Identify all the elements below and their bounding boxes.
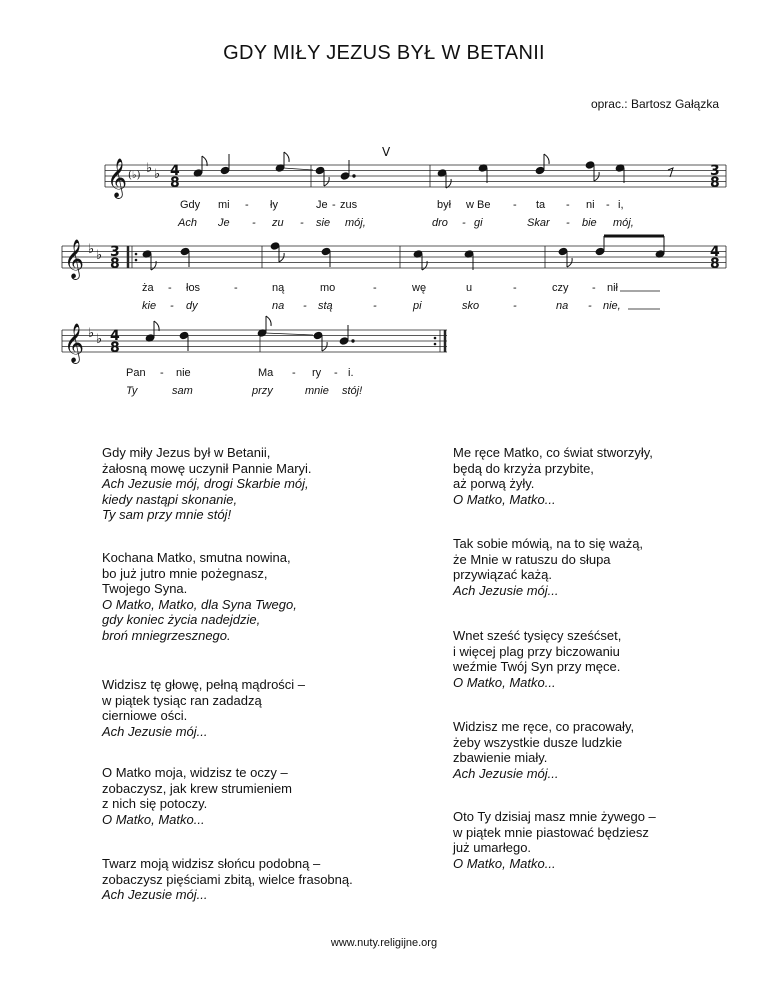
svg-text:4: 4 [710, 244, 720, 260]
svg-text:ły: ły [270, 199, 278, 211]
svg-text:4: 4 [170, 163, 180, 179]
svg-text:(♭): (♭) [128, 170, 141, 181]
svg-text:Je: Je [316, 199, 328, 211]
svg-text:-: - [588, 300, 592, 312]
stanza-right-2: Tak sobie mówią, na to się ważą, że Mnie w ratuszu do słupa przywiązać każą. Ach Jezusie mój... [453, 536, 644, 598]
stanza-right-3: Wnet sześć tysięcy sześćset, i więcej plag przy biczowaniu weźmie Twój Syn przy męce. O Matko, Matko... [453, 628, 622, 690]
svg-text:Ty: Ty [126, 385, 138, 397]
staff-3 [62, 330, 447, 352]
svg-text:na: na [272, 300, 285, 312]
svg-text:Ach: Ach [178, 217, 197, 229]
svg-text:3: 3 [710, 163, 720, 179]
svg-text:dro: dro [432, 217, 448, 229]
svg-text:ry: ry [312, 367, 322, 379]
svg-text:był: był [437, 199, 452, 211]
svg-text:Pan: Pan [126, 367, 146, 379]
svg-text:8: 8 [110, 340, 120, 356]
arranger-credit: oprac.: Bartosz Gałązka [590, 97, 719, 111]
svg-text:-: - [168, 282, 172, 294]
svg-text:-: - [373, 282, 377, 294]
staff-2 [62, 246, 726, 268]
svg-text:mo: mo [320, 282, 336, 294]
svg-text:i.: i. [348, 367, 354, 379]
svg-text:ża: ża [142, 282, 154, 294]
song-title: GDY MIŁY JEZUS BYŁ W BETANII [223, 42, 545, 64]
stanza-left-4: O Matko moja, widzisz te oczy – zobaczysz, jak krew strumieniem z nich się potoczy. O Matko, Matko... [102, 765, 292, 827]
svg-text:-: - [245, 199, 249, 211]
svg-text:sko: sko [462, 300, 480, 312]
svg-text:stą: stą [318, 300, 333, 312]
svg-text:-: - [566, 217, 570, 229]
lyrics-line-2 [142, 282, 660, 312]
stanza-left-5: Twarz moją widzisz słońcu podobną – zobaczysz pięściami zbitą, wielce frasobną. Ach Jezusie mój... [102, 856, 353, 902]
svg-text:nie: nie [176, 367, 191, 379]
svg-text:mój,: mój, [613, 217, 634, 229]
svg-text:-: - [592, 282, 596, 294]
svg-text:-: - [606, 199, 610, 211]
svg-text:Skar: Skar [527, 217, 550, 229]
svg-text:mój,: mój, [345, 217, 366, 229]
svg-text:-: - [252, 217, 256, 229]
svg-text:-: - [160, 367, 164, 379]
svg-text:wę: wę [412, 282, 427, 294]
staff-1-notes [193, 152, 673, 188]
svg-text:łos: łos [186, 282, 201, 294]
music-score [0, 0, 768, 420]
svg-text:stój!: stój! [342, 385, 363, 397]
lyrics-line-3 [126, 367, 362, 397]
svg-text:♭: ♭ [146, 161, 153, 176]
svg-text:♭: ♭ [96, 248, 103, 263]
svg-text:♭: ♭ [88, 326, 95, 341]
svg-text:sie: sie [316, 217, 331, 229]
svg-text:4: 4 [110, 328, 120, 344]
svg-text:-: - [566, 199, 570, 211]
svg-text:-: - [513, 300, 517, 312]
svg-text:na: na [556, 300, 569, 312]
svg-text:-: - [513, 282, 517, 294]
svg-text:-: - [300, 217, 304, 229]
svg-text:zus: zus [340, 199, 358, 211]
svg-text:-: - [334, 367, 338, 379]
svg-text:♭: ♭ [154, 167, 161, 182]
svg-text:ni: ni [586, 199, 595, 211]
breath-mark: V [382, 145, 391, 159]
stanza-right-1: Me ręce Matko, co świat stworzyły, będą do krzyża przybite, aż porwą żyły. O Matko, Matko... [453, 445, 653, 507]
stanza-right-5: Oto Ty dzisiaj masz mnie żywego – w piątek mnie piastować będziesz już umarłego. O Matko, Matko... [453, 809, 656, 871]
svg-text:Gdy: Gdy [180, 199, 201, 211]
svg-text:♭: ♭ [88, 242, 95, 257]
svg-text:8: 8 [710, 175, 720, 191]
svg-text:-: - [373, 300, 377, 312]
svg-text:przy: przy [252, 385, 273, 397]
svg-text:w Be: w Be [466, 199, 491, 211]
stanza-right-4: Widzisz me ręce, co pracowały, żeby wszystkie dusze ludzkie zbawienie miały. Ach Jezusie mój... [453, 719, 635, 781]
svg-text:-: - [462, 217, 466, 229]
svg-text:-: - [332, 199, 336, 211]
staff-3-symbols [64, 323, 436, 364]
svg-text:zu: zu [272, 217, 284, 229]
svg-text:3: 3 [110, 244, 120, 260]
svg-text:-: - [513, 199, 517, 211]
footer-url: www.nuty.religijne.org [330, 937, 438, 949]
svg-text:Je: Je [218, 217, 230, 229]
svg-text:ta: ta [536, 199, 546, 211]
svg-text:mnie: mnie [305, 385, 329, 397]
svg-text:nił: nił [607, 282, 619, 294]
svg-text:8: 8 [110, 256, 120, 272]
staff-2-notes [142, 236, 665, 270]
svg-text:u: u [466, 282, 473, 294]
svg-text:mi: mi [218, 199, 230, 211]
svg-text:kie: kie [142, 300, 157, 312]
svg-text:gi: gi [474, 217, 483, 229]
svg-text:𝄞: 𝄞 [64, 323, 85, 363]
svg-text:sam: sam [172, 385, 193, 397]
svg-text:-: - [170, 300, 174, 312]
svg-text:bie: bie [582, 217, 597, 229]
svg-text:i,: i, [618, 199, 624, 211]
svg-text:8: 8 [710, 256, 720, 272]
lyrics-line-1 [177, 199, 634, 229]
svg-text:♭: ♭ [96, 332, 103, 347]
stanza-left-1: Gdy miły Jezus był w Betanii, żałosną mowę uczynił Pannie Maryi. Ach Jezusie mój, drogi Skarbie mój, kiedy nastąpi skonanie, Ty sam przy mnie stój! [102, 445, 312, 522]
stanza-left-3: Widzisz tę głowę, pełną mądrości – w piątek tysiąc ran zadadzą cierniowe ości. Ach Jezusie mój... [102, 677, 306, 739]
treble-clef-icon: 𝄞 [107, 158, 128, 198]
svg-text:pi: pi [413, 300, 422, 312]
svg-text:czy: czy [552, 282, 569, 294]
svg-text:nie,: nie, [603, 300, 621, 312]
svg-text:Ma: Ma [258, 367, 274, 379]
svg-text:-: - [292, 367, 296, 379]
staff-3-notes [145, 316, 354, 351]
svg-text:dy: dy [186, 300, 198, 312]
svg-text:ną: ną [272, 282, 285, 294]
svg-text:8: 8 [170, 175, 180, 191]
svg-text:-: - [234, 282, 238, 294]
staff-2-symbols [64, 239, 720, 280]
svg-text:𝄞: 𝄞 [64, 239, 85, 279]
stanza-left-2: Kochana Matko, smutna nowina, bo już jutro mnie pożegnasz, Twojego Syna. O Matko, Matko, dla Syna Twego, gdy koniec życia nadejdzie, broń mniegrzesznego. [102, 550, 297, 643]
svg-text:-: - [303, 300, 307, 312]
